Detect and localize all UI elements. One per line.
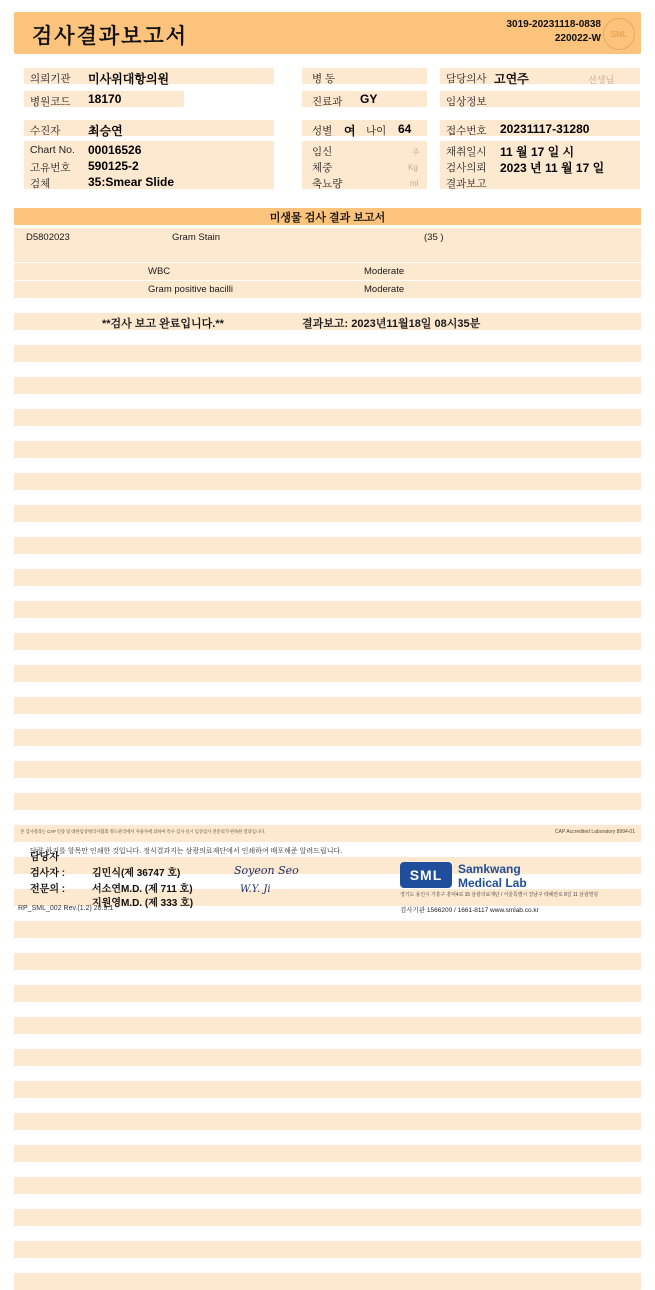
blank-row xyxy=(14,377,641,394)
blank-row xyxy=(14,569,641,586)
specimen-value: 35:Smear Slide xyxy=(88,175,175,189)
completion-text: **검사 보고 완료입니다.** xyxy=(102,318,224,330)
sex-value: 여 xyxy=(344,124,356,138)
result-section-title: 미생물 검사 결과 보고서 xyxy=(14,208,641,225)
referral-org-value: 미사위대항의원 xyxy=(88,72,170,86)
doctor-suffix: 선생님 xyxy=(588,75,615,85)
blank-row xyxy=(14,921,641,938)
pregnancy-unit: 주 xyxy=(412,148,420,157)
collect-label: 채취일시 xyxy=(446,146,487,158)
unique-no-value: 590125-2 xyxy=(88,159,139,173)
blank-row xyxy=(14,537,641,554)
blank-row xyxy=(14,601,641,618)
lab-telephone: 검사기관 1566200 / 1661-8117 www.smlab.co.kr xyxy=(400,907,539,914)
lab-logo-icon: SML xyxy=(400,862,452,888)
doctor-value: 고연주 xyxy=(494,72,529,86)
dept-label: 진료과 xyxy=(312,96,343,108)
signature-soyeon-seo: Soyeon Seo xyxy=(234,864,299,877)
age-value: 64 xyxy=(398,122,412,136)
dept-value: GY xyxy=(360,92,378,106)
info-band-patient xyxy=(24,120,274,136)
referral-org-label: 의뢰기관 xyxy=(30,73,71,85)
blank-row xyxy=(14,633,641,650)
blank-row xyxy=(14,1081,641,1098)
footer-print-note: 당량 하기를 항목만 인쇄한 것입니다. 정식결과지는 삼광의료재단에서 인쇄하여 배포해준 알려드립니다. xyxy=(30,848,343,855)
chart-no-value: 00016526 xyxy=(88,143,142,157)
result-code: D5802023 xyxy=(26,232,70,243)
blank-row xyxy=(14,1017,641,1034)
age-label: 나이 xyxy=(366,125,387,137)
result-qty: (35 ) xyxy=(424,232,444,243)
specialist-value-1: 서소연M.D. (제 711 호) xyxy=(92,884,193,895)
footer-disclaimer-text: 본 검사결과는 CAP 인증 및 대한임상병리사협회 정도관리에서 사용자에 의하여 특수 검사 실시 임상검사 전문의가 판독한 결과입니다. xyxy=(20,829,266,834)
header-code-line2: 220022-W xyxy=(554,33,601,44)
report-label: 결과보고 xyxy=(446,178,487,190)
header-code-line1: 3019-20231118-0838 xyxy=(506,19,601,30)
report-header xyxy=(14,12,641,54)
urine-unit: ml xyxy=(410,179,419,188)
collect-value: 11 월 17 일 시 xyxy=(500,145,575,159)
lab-address: 경기도 용인시 기흥구 흥덕4로 15 삼광의료재단 / 서울특별시 강남구 테헤란로 8길 11 삼광빌딩 xyxy=(400,892,599,898)
urine-label: 축뇨량 xyxy=(312,178,343,190)
pregnancy-label: 임신 xyxy=(312,146,333,158)
in-charge-label: 담당자 xyxy=(30,852,59,863)
table-row xyxy=(14,281,641,298)
blank-row xyxy=(14,441,641,458)
blank-row xyxy=(14,793,641,810)
blank-row xyxy=(14,953,641,970)
revision-code: RP_SML_002 Rev.(1.2) 20.9.1 xyxy=(18,905,114,912)
blank-row xyxy=(14,409,641,426)
inspector-value: 김민식(제 36747 호) xyxy=(92,868,181,879)
patient-value: 최승연 xyxy=(88,124,123,138)
result-item-name-1: Gram positive bacilli xyxy=(148,284,233,295)
blank-row xyxy=(14,761,641,778)
blank-row xyxy=(14,1209,641,1226)
blank-row xyxy=(14,473,641,490)
request-label: 검사의뢰 xyxy=(446,162,487,174)
report-datetime: 결과보고: 2023년11월18일 08시35분 xyxy=(302,318,481,330)
result-test-name: Gram Stain xyxy=(172,232,221,243)
request-value: 2023 년 11 월 17 일 xyxy=(500,161,605,175)
hospital-code-value: 18170 xyxy=(88,92,122,106)
header-barcode-numbers xyxy=(506,18,601,46)
blank-row xyxy=(14,729,641,746)
result-spacer-row xyxy=(14,245,641,262)
specialist-label: 전문의 : xyxy=(30,884,66,895)
clinical-info-label: 임상정보 xyxy=(446,96,487,108)
patient-label: 수진자 xyxy=(30,125,61,137)
weight-label: 체중 xyxy=(312,162,333,174)
weight-unit: Kg xyxy=(408,163,418,172)
signature-jiwon-young: W.Y. Ji xyxy=(240,884,271,895)
unique-no-label: 고유번호 xyxy=(30,162,71,174)
table-row xyxy=(14,263,641,280)
lab-name-line1: Samkwang xyxy=(458,862,521,876)
blank-row xyxy=(14,1177,641,1194)
result-item-name-0: WBC xyxy=(148,266,171,277)
sml-logo-icon: SML xyxy=(603,18,635,50)
blank-row xyxy=(14,345,641,362)
blank-row xyxy=(14,665,641,682)
blank-row xyxy=(14,697,641,714)
receipt-no-value: 20231117-31280 xyxy=(500,122,590,136)
blank-row xyxy=(14,1241,641,1258)
blank-row xyxy=(14,1113,641,1130)
result-item-value-1: Moderate xyxy=(364,284,405,295)
lab-name xyxy=(458,862,527,890)
inspector-label: 검사자 : xyxy=(30,868,66,879)
result-header-row xyxy=(14,228,641,245)
specialist-value-2: 지원영M.D. (제 333 호) xyxy=(92,898,194,909)
receipt-no-label: 접수번호 xyxy=(446,125,487,137)
blank-row xyxy=(14,505,641,522)
specimen-label: 검체 xyxy=(30,178,51,190)
blank-row xyxy=(14,985,641,1002)
lab-name-line2: Medical Lab xyxy=(458,876,527,890)
blank-row xyxy=(14,1273,641,1290)
page-title: 검사결과보고서 xyxy=(32,25,189,48)
blank-row xyxy=(14,1049,641,1066)
doctor-label: 담당의사 xyxy=(446,73,487,85)
sex-label: 성별 xyxy=(312,125,333,137)
chart-no-label: Chart No. xyxy=(30,144,75,156)
ward-label: 병 동 xyxy=(312,73,336,85)
hospital-code-label: 병원코드 xyxy=(30,96,71,108)
result-item-value-0: Moderate xyxy=(364,266,405,277)
cap-accreditation-caption: CAP Accredited Laboratory 8994-01 xyxy=(555,829,635,835)
blank-row xyxy=(14,1145,641,1162)
